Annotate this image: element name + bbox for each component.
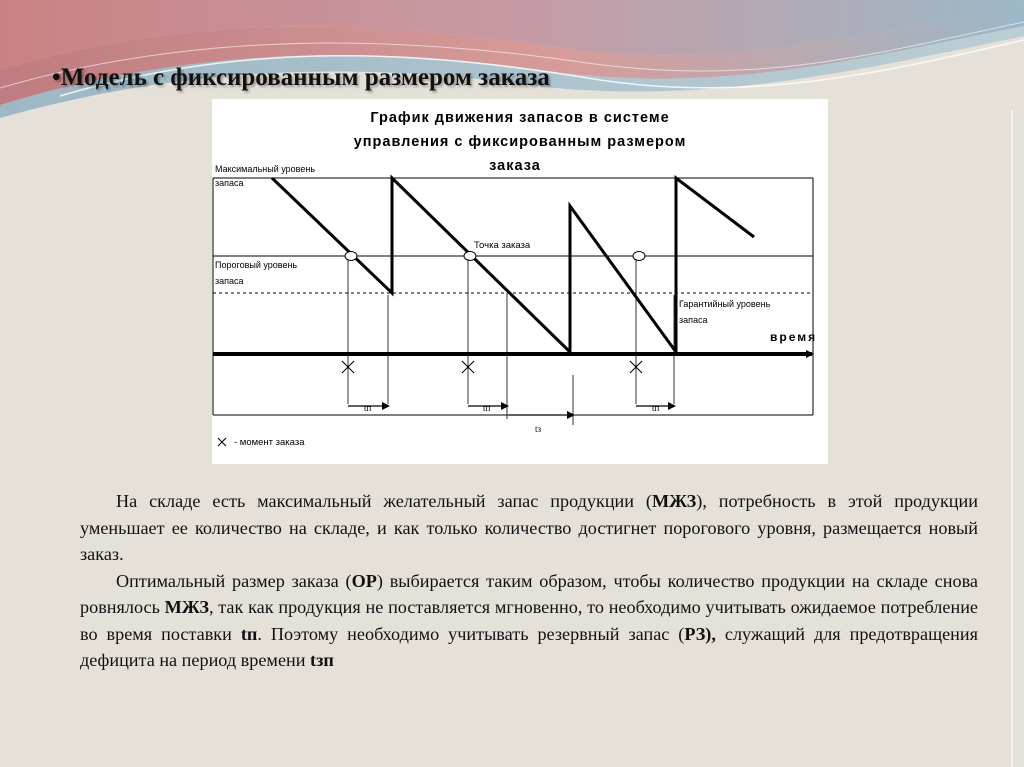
- guarantee-label-2: запаса: [679, 315, 708, 325]
- diagram-background: [212, 99, 828, 464]
- diagram-title-line-3: заказа: [489, 158, 541, 174]
- order-point-2: [464, 252, 476, 261]
- order-point-3: [633, 252, 645, 261]
- threshold-label-1: Пороговый уровень: [215, 260, 298, 270]
- paragraph-2: Оптимальный размер заказа (ОР) выбирается таким образом, чтобы количество продукции на складе снова ровнялось МЖЗ, так как продукция не поставляется мгновенно, то необходимо учитывать ожидаемое потребление во время поставки tп. Поэтому необходимо учитывать резервный запас (РЗ), служащий для предотвращения дефицита на период времени tзп: [80, 570, 978, 670]
- tp-label-3: tп: [652, 403, 660, 413]
- time-axis-label: время: [770, 330, 818, 344]
- legend-text: - момент заказа: [234, 437, 305, 448]
- body-text: [80, 488, 978, 674]
- tp-label-2: tп: [483, 403, 491, 413]
- tz-label: tз: [535, 424, 542, 434]
- guarantee-label-1: Гарантийный уровень: [679, 299, 771, 309]
- max-level-label-2: запаса: [215, 178, 244, 188]
- order-point-label: Точка заказа: [474, 240, 531, 251]
- diagram-title-line-1: График движения запасов в системе: [370, 110, 670, 126]
- inventory-diagram: [212, 99, 828, 464]
- tp-label-1: tп: [364, 403, 372, 413]
- max-level-label-1: Максимальный уровень: [215, 164, 316, 174]
- slide-title: •Модель с фиксированным размером заказа: [52, 64, 550, 91]
- paragraph-1: На складе есть максимальный желательный запас продукции (МЖЗ), потребность в этой продукции уменьшает ее количество на складе, и как только количество достигнет порогового уровня, размещается новый заказ.: [80, 491, 978, 564]
- threshold-label-2: запаса: [215, 276, 244, 286]
- order-point-1: [345, 252, 357, 261]
- diagram-title-line-2: управления с фиксированным размером: [353, 134, 687, 150]
